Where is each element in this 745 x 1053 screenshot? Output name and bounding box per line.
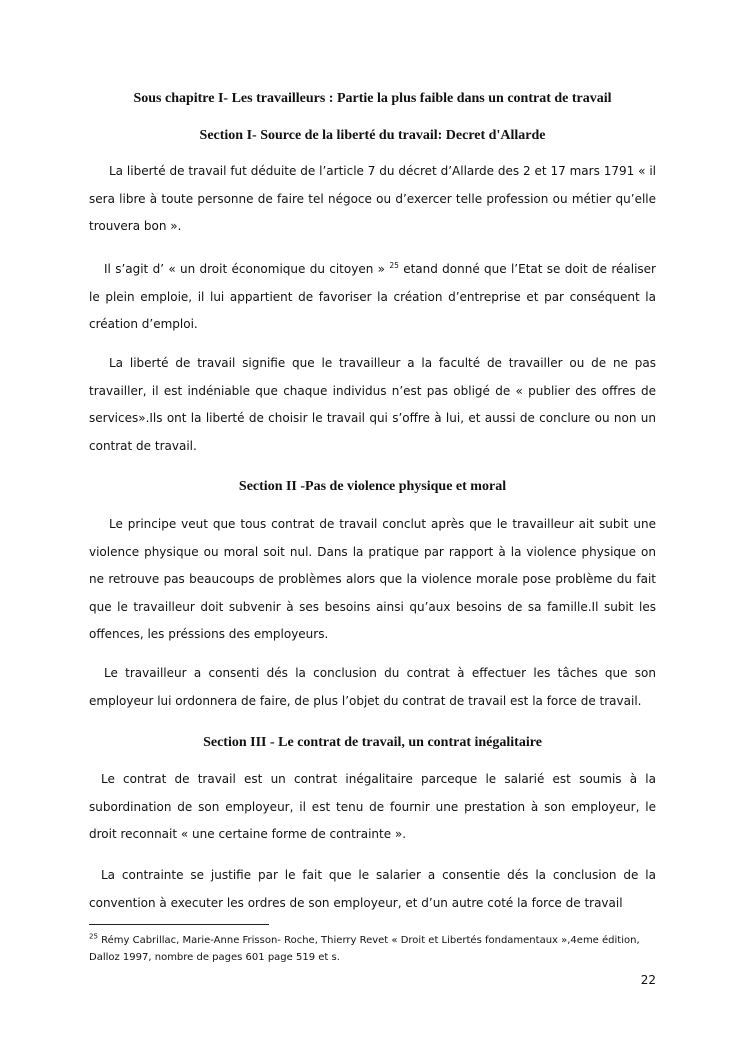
section-3-title: Section III - Le contrat de travail, un contrat inégalitaire — [203, 735, 542, 750]
footnote-reference: 25 — [389, 261, 399, 270]
section-1-paragraph-1 — [89, 158, 656, 241]
footnote — [89, 933, 656, 966]
chapter-title: Sous chapitre I- Les travailleurs : Partie la plus faible dans un contrat de travail — [133, 91, 612, 106]
footnote-number: 25 — [89, 932, 98, 941]
paragraph-text: etand donné que l’Etat se doit de réaliser le plein emploie, il lui appartient de favoriser la création d’entreprise et par conséquent la création d’emploi. — [89, 262, 656, 331]
paragraph-text: La contrainte se justifie par le fait que le salarier a consentie dés la conclusion de la convention à executer les ordres de son employeur, et d’un autre coté la force de travail — [89, 868, 656, 910]
paragraph-text: Le contrat de travail est un contrat inégalitaire parceque le salarié est soumis à la subordination de son employeur, il est tenu de fournir une prestation à son employeur, le droit reconnait « une certaine forme de contrainte ». — [89, 772, 656, 841]
paragraph-text: Le travailleur a consenti dés la conclusion du contrat à effectuer les tâches que son employeur lui ordonnera de faire, de plus l’objet du contrat de travail est la force de travail. — [89, 666, 656, 708]
section-3-paragraph-1 — [89, 766, 656, 849]
paragraph-text: La liberté de travail fut déduite de l’article 7 du décret d’Allarde des 2 et 17 mars 1791 « il sera libre à toute personne de faire tel négoce ou d’exercer telle profession ou métier qu’elle trouvera bon ». — [89, 164, 656, 233]
section-3-paragraph-2 — [89, 862, 656, 917]
footnote-text: Rémy Cabrillac, Marie-Anne Frisson- Roche, Thierry Revet « Droit et Libertés fondamentaux »,4eme édition, Dalloz 1997, nombre de pages 601 page 519 et s. — [89, 935, 640, 963]
section-2-title: Section II -Pas de violence physique et moral — [238, 479, 507, 494]
paragraph-text: La liberté de travail signifie que le travailleur a la faculté de travailler ou de ne pas travailler, il est indéniable que chaque individus n’est pas obligé de « publier des offres de services».Ils ont la liberté de choisir le travail qui s’offre à lui, et aussi de conclure ou non un contrat de travail. — [89, 356, 656, 453]
paragraph-text: Le principe veut que tous contrat de travail conclut après que le travailleur ait subit une violence physique ou moral soit nul. Dans la pratique par rapport à la violence physique on ne retrouve pas beaucoups de problèmes alors que la violence morale pose problème du fait que le travailleur doit subvenir à ses besoins ainsi qu’aux besoins de sa famille.Il subit les offences, les préssions des employeurs. — [89, 517, 656, 641]
footnote-separator — [89, 924, 269, 925]
section-1-paragraph-2 — [89, 256, 656, 339]
paragraph-text: Il s’agit d’ « un droit économique du citoyen » — [104, 262, 385, 276]
section-1-title: Section I- Source de la liberté du travail: Decret d'Allarde — [199, 128, 546, 143]
page-number: 22 — [640, 973, 656, 987]
section-2-paragraph-1 — [89, 511, 656, 649]
section-1-paragraph-3 — [89, 350, 656, 460]
section-2-paragraph-2 — [89, 660, 656, 715]
